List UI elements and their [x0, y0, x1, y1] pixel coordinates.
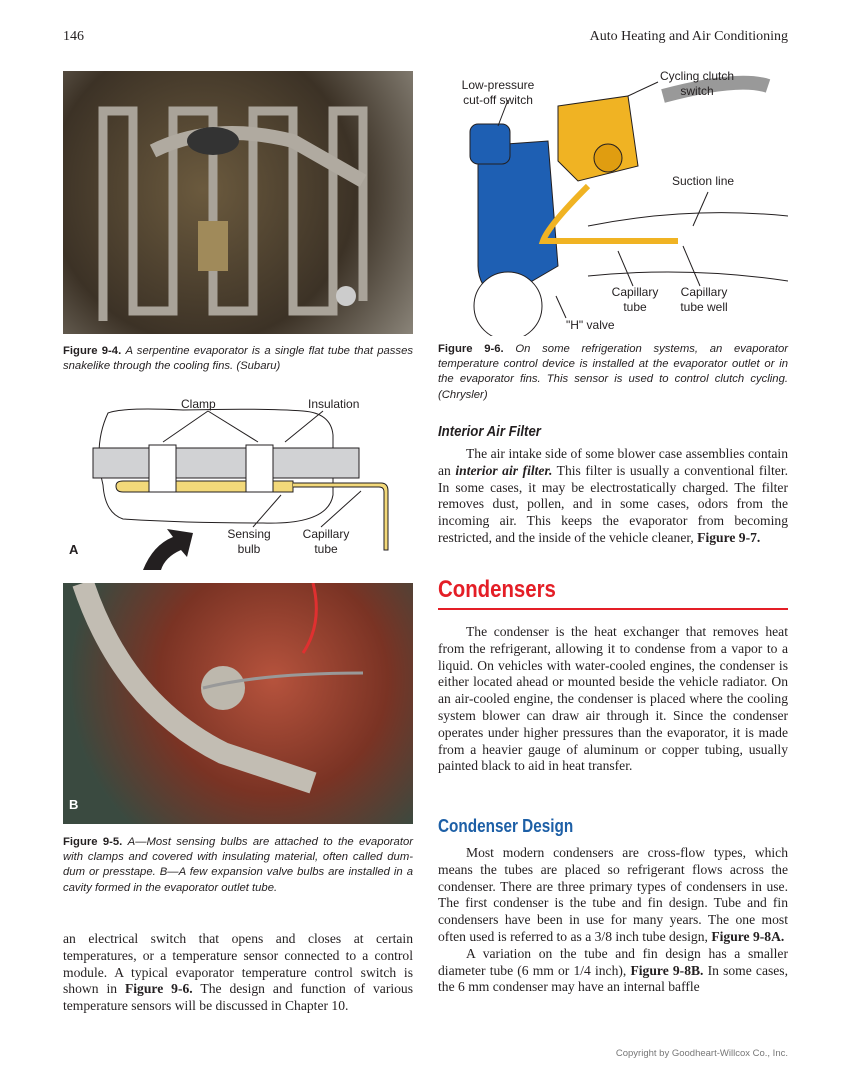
- capillary-tube-well-label: Capillary tube well: [680, 285, 728, 314]
- heading-rule: [438, 608, 788, 610]
- running-title: Auto Heating and Air Conditioning: [589, 29, 788, 44]
- capillary-tube-label: Capillary tube: [611, 285, 659, 314]
- condenser-design-heading: Condenser Design: [438, 816, 574, 836]
- figure-9-6-caption: Figure 9-6. On some refrigeration systems, an evaporator temperature control device is installed at the evaporator outlet or in the evaporator fins. This sensor is used to control clutch cycling. (Chrysler): [438, 343, 788, 401]
- figure-9-5-caption: Figure 9-5. A—Most sensing bulbs are attached to the evaporator with clamps and covered with insulating material, often called dum-dum or presstape. B—A few expansion valve bulbs are installed in a cavity formed in the evaporator outlet tube.: [63, 836, 414, 894]
- panel-a-label: A: [69, 542, 79, 557]
- page-number: 146: [63, 29, 84, 44]
- insulation-label: Insulation: [308, 397, 360, 411]
- evaporator-photo: [63, 71, 413, 334]
- cycling-clutch-switch-label: Cycling clutch switch: [659, 69, 735, 98]
- interior-air-filter-text: The air intake side of some blower case assemblies contain an interior air filter. This filter is usually a conventional filter. In some cases, it may be electrostatically charged. The filter removes dust, pollen, and in some cases, odors from the incoming air. This keeps the evaporator from becoming restricted, and the inside of the vehicle cleaner, Figure 9-7.: [438, 446, 788, 545]
- interior-air-filter-heading: Interior Air Filter: [438, 423, 541, 440]
- evaporator-illustration: [63, 71, 413, 334]
- condensers-heading: Condensers: [438, 576, 556, 603]
- h-valve-label: "H" valve: [566, 318, 615, 332]
- condenser-design-text: Most modern condensers are cross-flow types, which means the tubes are placed so refrigerant flows across the condenser. There are three primary types of condensers in use. The first condenser is the tube and fin design. Tube and fin condensers have been in use for many years. The one most often used is referred to as a 3/8 inch tube design, Figure 9-8A. A variation on the tube and fin design has a smaller diameter tube (6 mm or 1/4 inch), Figure 9-8B. In some cases, the 6 mm condenser may have an internal baffle: [438, 845, 788, 995]
- figure-9-5a-diagram: [63, 395, 413, 570]
- low-pressure-switch-label: Low-pressure cut-off switch: [461, 78, 535, 107]
- clamp-label: Clamp: [181, 397, 216, 411]
- left-body-text: an electrical switch that opens and closes at certain temperatures, or a temperature sensor connected to a control module. A typical evaporator temperature control switch is shown in Figure 9-6. The design and function of various temperature sensors will be discussed in Chapter 10.: [63, 931, 414, 1014]
- sensing-bulb-label: Sensing bulb: [227, 527, 271, 556]
- copyright: Copyright by Goodheart-Willcox Co., Inc.: [615, 1048, 788, 1059]
- suction-line-label: Suction line: [672, 174, 735, 188]
- condensers-text: The condenser is the heat exchanger that removes heat from the refrigerant, allowing it to condense from a vapor to a liquid. On vehicles with water-cooled engines, the condenser is either located ahead or mounted beside the vehicle radiator. On an air-cooled engine, the condenser is placed where the cooling system blower can draw air through it. Since the condenser operates under higher pressures than the evaporator, it is made from a heavier gauge of aluminum or copper tubing, usually painted black to aid in heat transfer.: [438, 624, 788, 774]
- panel-b-label: B: [69, 797, 79, 812]
- sensing-bulb-photo: [63, 583, 413, 824]
- figure-9-4-caption: Figure 9-4. A serpentine evaporator is a single flat tube that passes snakelike through the cooling fins. (Subaru): [63, 345, 414, 373]
- capillary-tube-label: Capillary tube: [302, 527, 350, 556]
- figure-9-6-diagram: [438, 66, 788, 336]
